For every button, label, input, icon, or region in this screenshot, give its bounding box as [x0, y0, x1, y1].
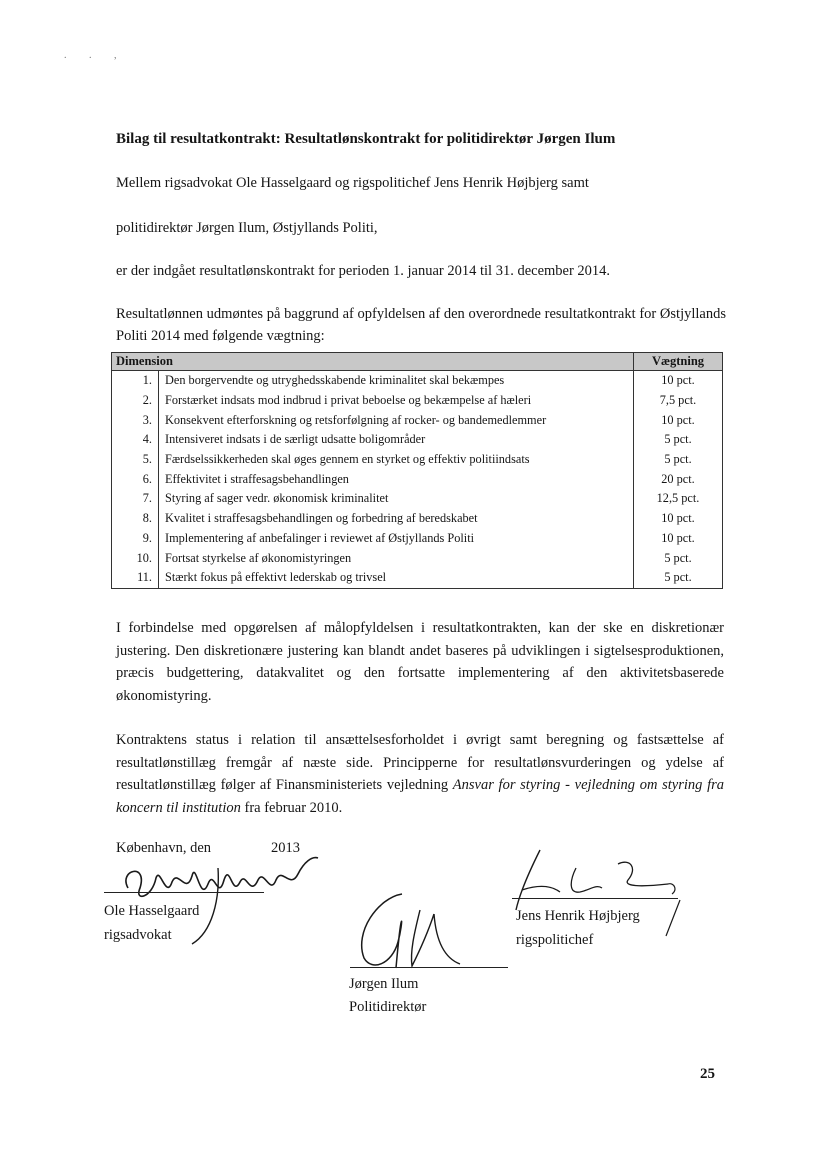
dimension-text: Den borgervendte og utryghedsskabende kriminalitet skal bekæmpes — [159, 371, 634, 391]
dimension-number: 4. — [112, 430, 159, 450]
discretionary-adjustment-paragraph: I forbindelse med opgørelsen af målopfyldelsen i resultatkontrakten, kan der ske en diskretionær justering. Den diskretionære justering kan blandt andet baseres på udviklingen i sigtelsesproduktionen, præcis budgettering, datakvalitet og den fortsatte implementering af den aktivitetsbaserede økonomistyring. — [116, 620, 724, 704]
table-row — [112, 469, 723, 489]
document-heading: Bilag til resultatkontrakt: Resultatlønskontrakt for politidirektør Jørgen Ilum — [116, 131, 616, 147]
left-signatory-title: rigsadvokat — [104, 927, 172, 943]
para2-text: Kontraktens status i relation til ansættelsesforholdet i øvrigt samt beregning og fastsættelse af resultatlønstillæg fremgår af næste side. Principperne for resultatlønsvurderingen og ydelse af resultatlønstillæg følger af Finansministeriets vejledning — [116, 732, 724, 793]
parties-line-2: politidirektør Jørgen Ilum, Østjyllands Politi, — [116, 220, 378, 236]
dimension-number: 5. — [112, 450, 159, 470]
table-body — [112, 371, 723, 589]
period-line: er der indgået resultatlønskontrakt for perioden 1. januar 2014 til 31. december 2014. — [116, 263, 611, 279]
signature-year: 2013 — [271, 840, 300, 856]
para2-end: fra februar 2010. — [244, 799, 343, 816]
table-row — [112, 529, 723, 549]
dimension-weight: 10 pct. — [634, 509, 723, 529]
dimension-weight: 5 pct. — [634, 548, 723, 568]
intro-paragraph: Resultatlønnen udmøntes på baggrund af opfyldelsen af den overordnede resultatkontrakt for Østjyllands Politi 2014 med følgende vægtning: — [116, 306, 726, 344]
table-row — [112, 371, 723, 391]
right-signatory-title: rigspolitichef — [516, 932, 594, 948]
dimension-number: 2. — [112, 391, 159, 411]
weighting-table — [111, 352, 723, 589]
dimension-text: Forstærket indsats mod indbrud i privat beboelse og bekæmpelse af hæleri — [159, 391, 634, 411]
signature-jens-henrik-hojbjerg — [500, 840, 690, 940]
table-row — [112, 548, 723, 568]
dimension-text: Færdselssikkerheden skal øges gennem en styrket og effektiv politiindsats — [159, 450, 634, 470]
dimension-weight: 5 pct. — [634, 450, 723, 470]
dimension-weight: 10 pct. — [634, 371, 723, 391]
center-signatory-title: Politidirektør — [349, 999, 427, 1015]
dimension-number: 11. — [112, 568, 159, 588]
parties-line-1: Mellem rigsadvokat Ole Hasselgaard og rigspolitichef Jens Henrik Højbjerg samt — [116, 175, 589, 191]
dimension-text: Effektivitet i straffesagsbehandlingen — [159, 469, 634, 489]
table-row — [112, 509, 723, 529]
contract-status-paragraph — [116, 729, 724, 819]
dimension-text: Stærkt fokus på effektivt lederskab og trivsel — [159, 568, 634, 588]
dimension-weight: 12,5 pct. — [634, 489, 723, 509]
table-row — [112, 568, 723, 588]
dimension-text: Kvalitet i straffesagsbehandlingen og forbedring af beredskabet — [159, 509, 634, 529]
dimension-weight: 10 pct. — [634, 529, 723, 549]
signature-line-left — [104, 892, 264, 893]
left-signatory-name: Ole Hasselgaard — [104, 903, 200, 919]
table-row — [112, 430, 723, 450]
dimension-weight: 5 pct. — [634, 430, 723, 450]
dimension-text: Fortsat styrkelse af økonomistyringen — [159, 548, 634, 568]
center-signatory-name: Jørgen Ilum — [349, 976, 419, 992]
right-signatory-name: Jens Henrik Højbjerg — [516, 908, 640, 924]
table-row — [112, 410, 723, 430]
dimension-weight: 20 pct. — [634, 469, 723, 489]
dimension-number: 9. — [112, 529, 159, 549]
dimension-number: 3. — [112, 410, 159, 430]
dimension-number: 7. — [112, 489, 159, 509]
dimension-number: 10. — [112, 548, 159, 568]
dimension-weight: 7,5 pct. — [634, 391, 723, 411]
scan-specks: . . , — [64, 50, 127, 61]
dimension-weight: 5 pct. — [634, 568, 723, 588]
place-date: København, den — [116, 840, 212, 856]
weight-header: Vægtning — [634, 353, 723, 371]
dimension-number: 6. — [112, 469, 159, 489]
dimension-weight: 10 pct. — [634, 410, 723, 430]
signature-line-right — [512, 898, 678, 899]
table-row — [112, 391, 723, 411]
guidance-title: Ansvar for styring - vejledning om styring fra koncern til institution — [116, 777, 725, 816]
table-header-row — [112, 353, 723, 371]
table-row — [112, 450, 723, 470]
dimension-header: Dimension — [112, 353, 634, 371]
page-number: 25 — [700, 1066, 715, 1082]
dimension-number: 8. — [112, 509, 159, 529]
dimension-text: Implementering af anbefalinger i reviewet af Østjyllands Politi — [159, 529, 634, 549]
signature-jorgen-ilum — [340, 880, 510, 990]
dimension-text: Intensiveret indsats i de særligt udsatte boligområder — [159, 430, 634, 450]
signature-line-center — [350, 967, 508, 968]
table-row — [112, 489, 723, 509]
dimension-number: 1. — [112, 371, 159, 391]
dimension-text: Styring af sager vedr. økonomisk kriminalitet — [159, 489, 634, 509]
dimension-text: Konsekvent efterforskning og retsforfølgning af rocker- og bandemedlemmer — [159, 410, 634, 430]
